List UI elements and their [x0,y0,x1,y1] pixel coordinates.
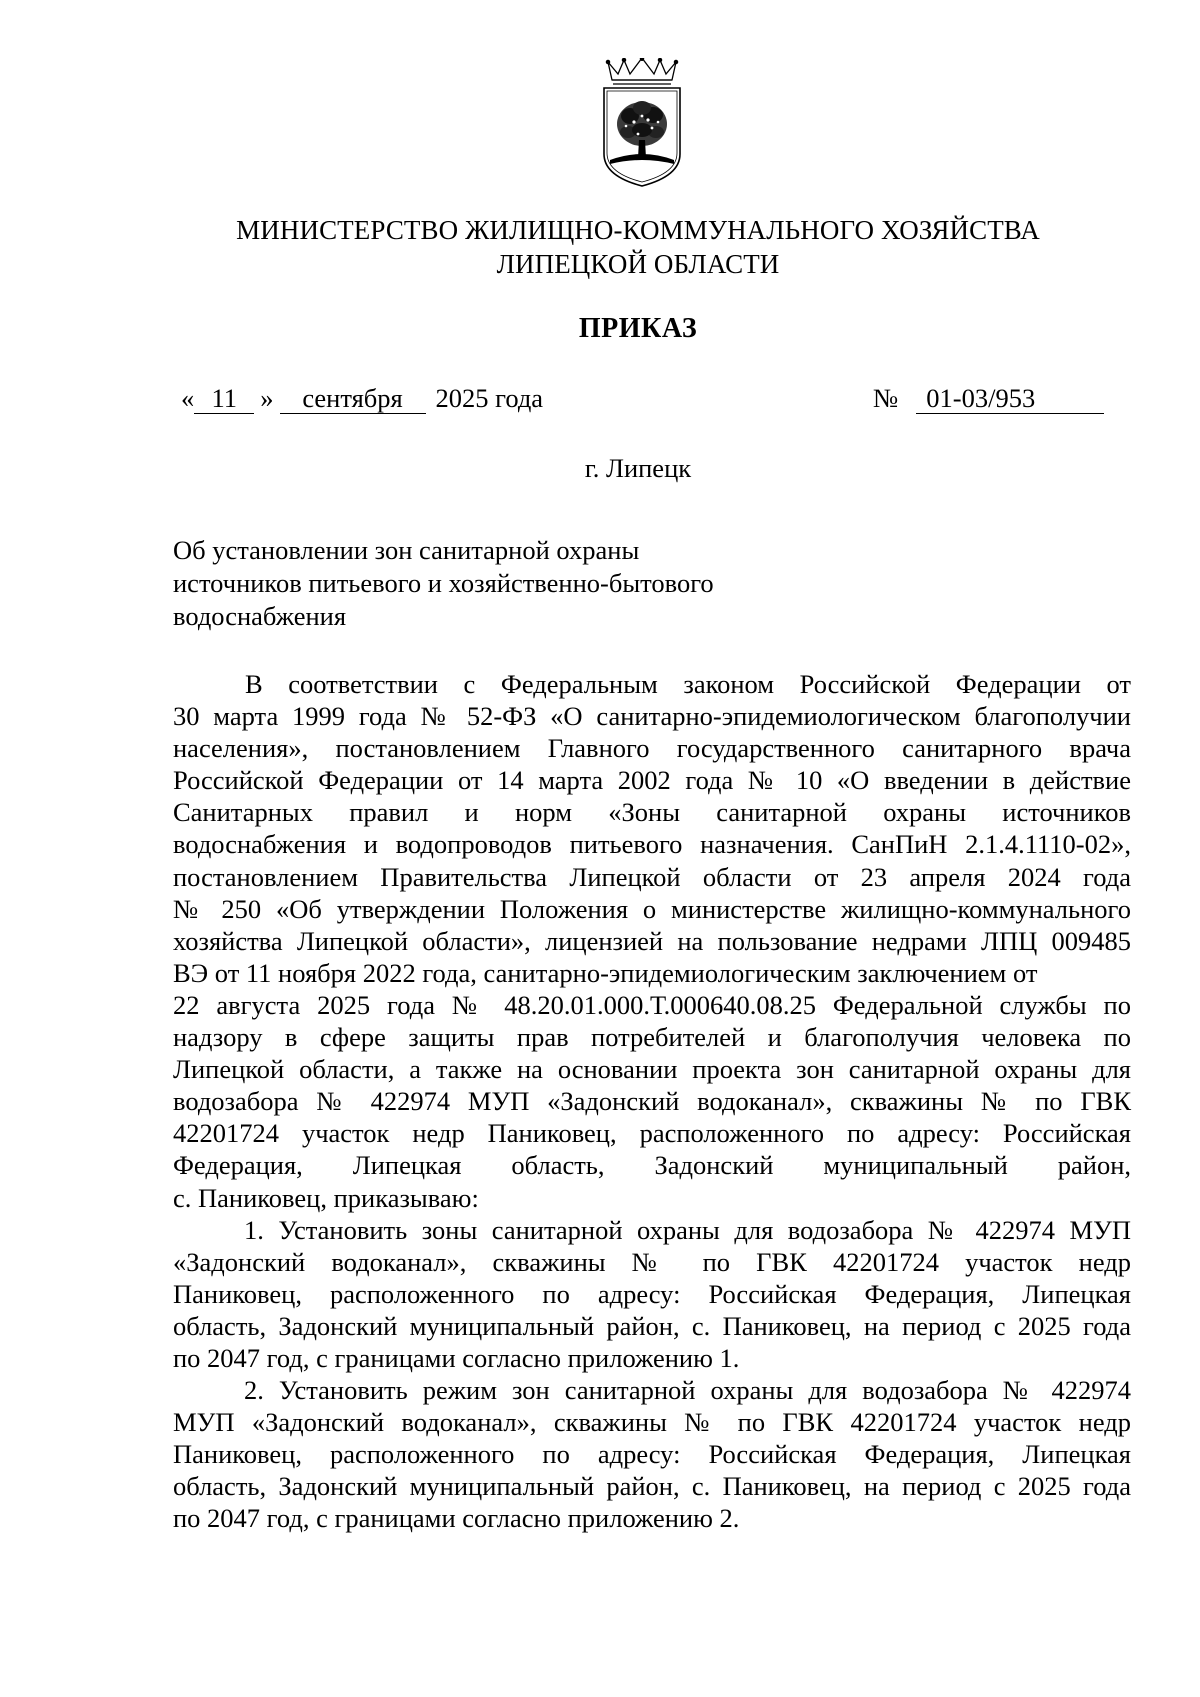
body-line: водоснабжения и водопроводов питьевого назначения. СанПиН 2.1.4.1110-02», [173,829,1131,860]
body-line: Федерация, Липецкая область, Задонский муниципальный район, [173,1150,1131,1181]
subject-line: водоснабжения [173,601,347,631]
document-title: ПРИКАЗ [578,313,698,344]
body-line: надзору в сфере защиты прав потребителей и благополучия человека по [173,1022,1131,1053]
document-date [181,383,543,419]
number-value: 01-03/953 [916,383,1104,414]
date-day: 11 [194,383,254,414]
date-year: 2025 года [435,383,544,413]
body-line: № 250 «Об утверждении Положения о министерстве жилищно-коммунального [173,893,1131,924]
number-sign: № [873,383,899,413]
body-line: 30 марта 1999 года № 52-ФЗ «О санитарно-эпидемиологическом благополучии [173,701,1131,732]
city-name: г. Липецк [584,453,692,483]
body-line: Санитарных правил и норм «Зоны санитарной охраны источников [173,797,1131,828]
body-line: 2. Установить режим зон санитарной охраны для водозабора № 422974 [244,1375,1131,1406]
body-line: область, Задонский муниципальный район, с. Паниковец, на период с 2025 года [173,1310,1131,1341]
document-number [873,383,1104,414]
coat-of-arms-emblem [598,58,686,188]
body-line: ВЭ от 11 ноября 2022 года, санитарно-эпидемиологическим заключением от [173,957,1038,988]
document-body [173,668,1131,1535]
body-line: 22 августа 2025 года № 48.20.01.000.Т.000640.08.25 Федеральной службы по [173,989,1131,1020]
body-line: Паниковец, расположенного по адресу: Российская Федерация, Липецкая [173,1278,1131,1309]
body-line: Липецкой области, а также на основании проекта зон санитарной охраны для [173,1054,1131,1085]
body-line: постановлением Правительства Липецкой области от 23 апреля 2024 года [173,861,1131,892]
ministry-name-line-1: МИНИСТЕРСТВО ЖИЛИЩНО-КОММУНАЛЬНОГО ХОЗЯЙСТВА [236,215,1040,245]
date-open-quote: « [181,383,195,413]
subject-line: источников питьевого и хозяйственно-бытового [173,568,714,598]
body-line: МУП «Задонский водоканал», скважины № по ГВК 42201724 участок недр [173,1407,1131,1438]
body-line: по 2047 год, с границами согласно приложению 1. [173,1342,740,1373]
body-line: В соответствии с Федеральным законом Российской Федерации от [245,669,1131,699]
body-line: 1. Установить зоны санитарной охраны для водозабора № 422974 МУП [244,1214,1131,1245]
body-line: водозабора № 422974 МУП «Задонский водоканал», скважины № по ГВК [173,1086,1131,1117]
date-month: сентября [280,383,426,414]
body-line: Паниковец, расположенного по адресу: Российская Федерация, Липецкая [173,1439,1131,1470]
subject-line: Об установлении зон санитарной охраны [173,535,640,565]
body-line: область, Задонский муниципальный район, с. Паниковец, на период с 2025 года [173,1471,1131,1502]
ministry-name-line-2: ЛИПЕЦКОЙ ОБЛАСТИ [496,249,780,279]
body-line: по 2047 год, с границами согласно приложению 2. [173,1503,740,1534]
date-close-quote: » [260,383,274,413]
body-line: хозяйства Липецкой области», лицензией на пользование недрами ЛПЦ 009485 [173,925,1131,956]
body-line: 42201724 участок недр Паниковец, расположенного по адресу: Российская [173,1118,1131,1149]
body-line: с. Паниковец, приказываю: [173,1182,479,1213]
body-line: населения», постановлением Главного государственного санитарного врача [173,733,1131,764]
body-line: Российской Федерации от 14 марта 2002 года № 10 «О введении в действие [173,765,1131,796]
body-line: «Задонский водоканал», скважины № по ГВК 42201724 участок недр [173,1246,1131,1277]
document-subject [173,534,714,633]
